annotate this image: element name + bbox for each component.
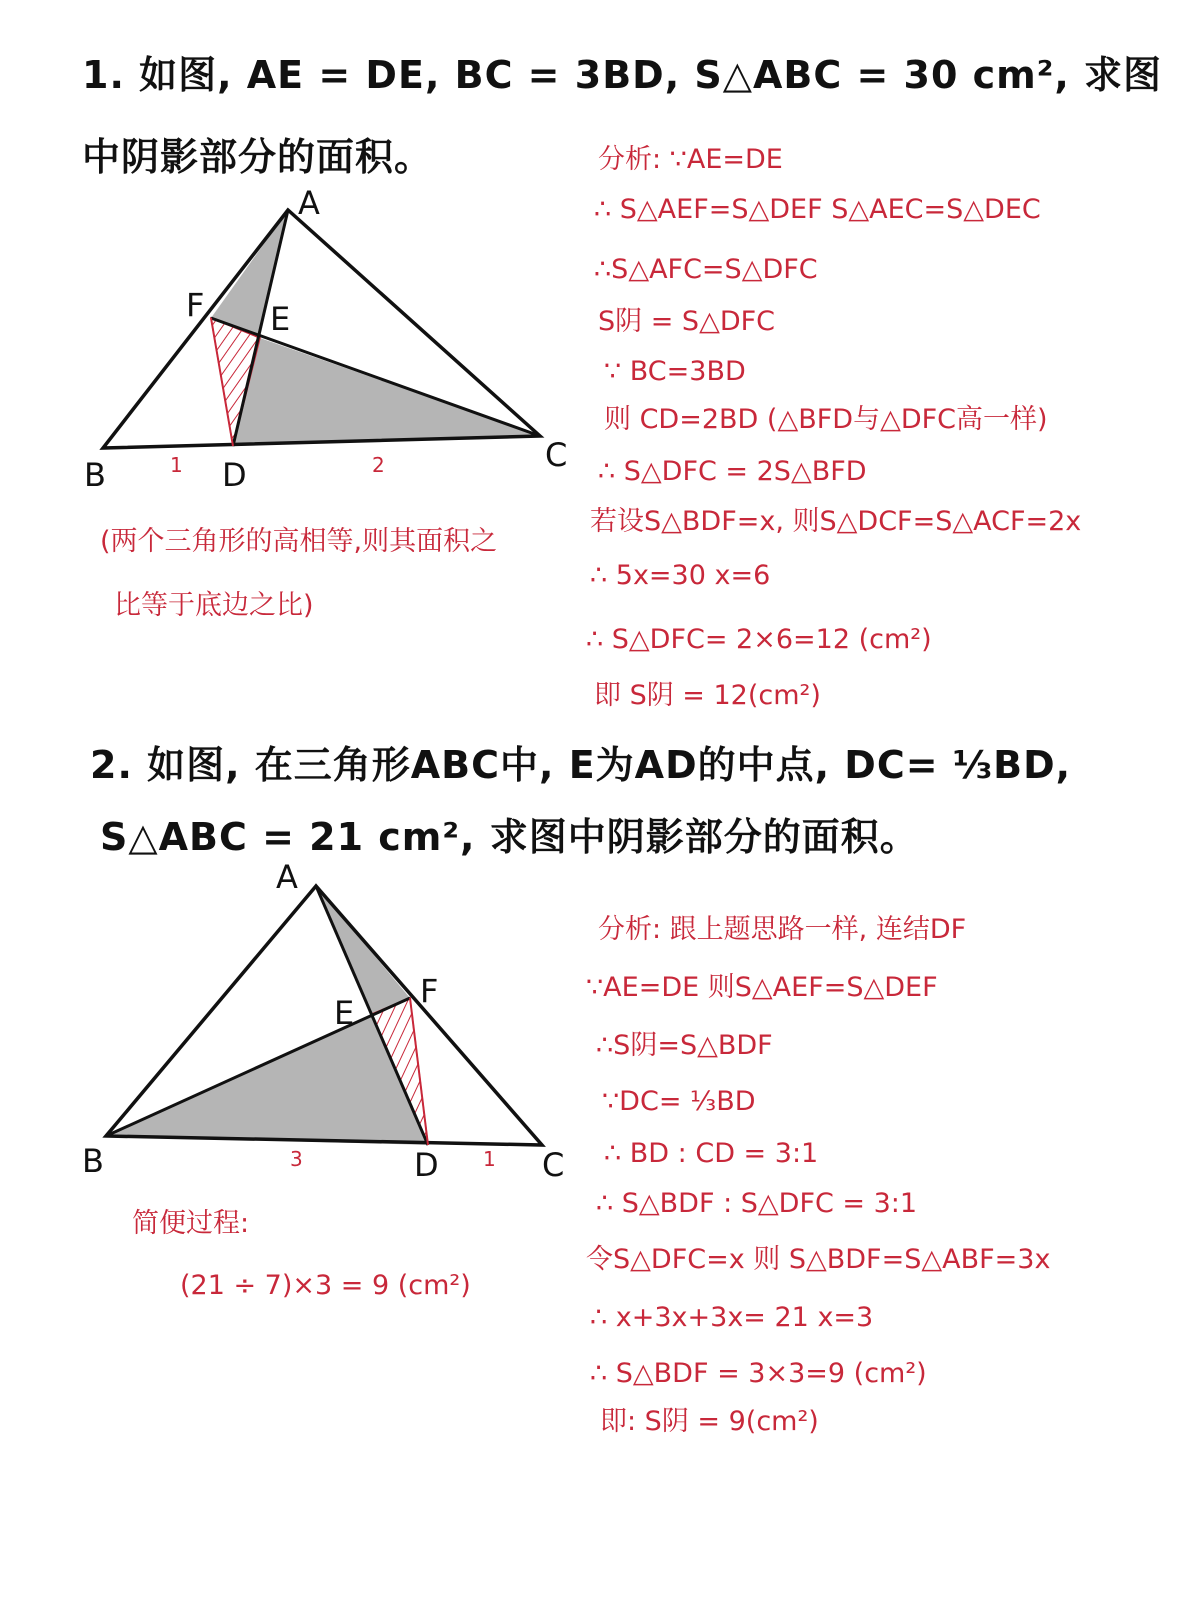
ratio-dc: 1 [483,1147,496,1171]
p2-analysis-line: 分析: 跟上题思路一样, 连结DF [598,914,967,945]
p1-analysis-line: ∴ S△DFC= 2×6=12 (cm²) [586,624,932,655]
label-d: D [414,1146,439,1184]
p1-analysis-line: ∵ BC=3BD [604,356,746,387]
label-c: C [542,1146,565,1184]
ratio-bd: 3 [290,1147,303,1171]
p2-analysis-line: ∴ S△BDF : S△DFC = 3:1 [596,1188,918,1219]
label-e: E [334,994,355,1032]
label-b: B [82,1142,104,1180]
problem2-quick-calc: (21 ÷ 7)×3 = 9 (cm²) [180,1270,471,1301]
label-a: A [276,858,298,896]
problem2-quick-title: 简便过程: [132,1208,250,1239]
problem2-statement-line2: S△ABC = 21 cm², 求图中阴影部分的面积。 [100,815,919,859]
problem2-statement-line1: 2. 如图, 在三角形ABC中, E为AD的中点, DC= ⅓BD, [90,743,1072,787]
problem1-note-line1: (两个三角形的高相等,则其面积之 [100,526,498,557]
problem1-note-line2: 比等于底边之比) [114,590,314,621]
p1-analysis-line: ∴ 5x=30 x=6 [590,560,771,591]
p2-analysis-line: ∵DC= ⅓BD [602,1086,756,1117]
problem1-statement-line1: 1. 如图, AE = DE, BC = 3BD, S△ABC = 30 cm², 求图 [82,53,1163,97]
p2-analysis-line: 即: S阴 = 9(cm²) [600,1406,819,1437]
p1-analysis-line: 若设S△BDF=x, 则S△DCF=S△ACF=2x [590,506,1082,537]
label-a: A [298,184,320,222]
label-e: E [270,300,291,338]
p2-analysis-line: ∴ BD : CD = 3:1 [604,1138,819,1169]
p1-analysis-line: ∴ S△AEF=S△DEF S△AEC=S△DEC [594,194,1041,225]
problem1-statement-line2: 中阴影部分的面积。 [82,135,434,179]
p2-analysis-line: 令S△DFC=x 则 S△BDF=S△ABF=3x [586,1244,1051,1275]
p1-analysis-line: ∴S△AFC=S△DFC [594,254,818,285]
p1-analysis-line: S阴 = S△DFC [598,306,776,337]
p1-analysis-line: 分析: ∵AE=DE [598,144,783,175]
p1-analysis-line: 即 S阴 = 12(cm²) [594,680,821,711]
label-f: F [420,972,439,1010]
label-f: F [186,286,205,324]
ratio-dc: 2 [372,453,385,477]
p2-analysis-line: ∴ x+3x+3x= 21 x=3 [590,1302,874,1333]
label-d: D [222,456,247,494]
p2-analysis-line: ∴ S△BDF = 3×3=9 (cm²) [590,1358,927,1389]
label-b: B [84,456,106,494]
p2-analysis-line: ∵AE=DE 则S△AEF=S△DEF [586,972,938,1003]
p1-analysis-line: 则 CD=2BD (△BFD与△DFC高一样) [604,404,1048,435]
problem2-figure [0,0,600,1200]
ratio-bd: 1 [170,453,183,477]
label-c: C [545,436,568,474]
p1-analysis-line: ∴ S△DFC = 2S△BFD [598,456,867,487]
p2-analysis-line: ∴S阴=S△BDF [596,1030,773,1061]
